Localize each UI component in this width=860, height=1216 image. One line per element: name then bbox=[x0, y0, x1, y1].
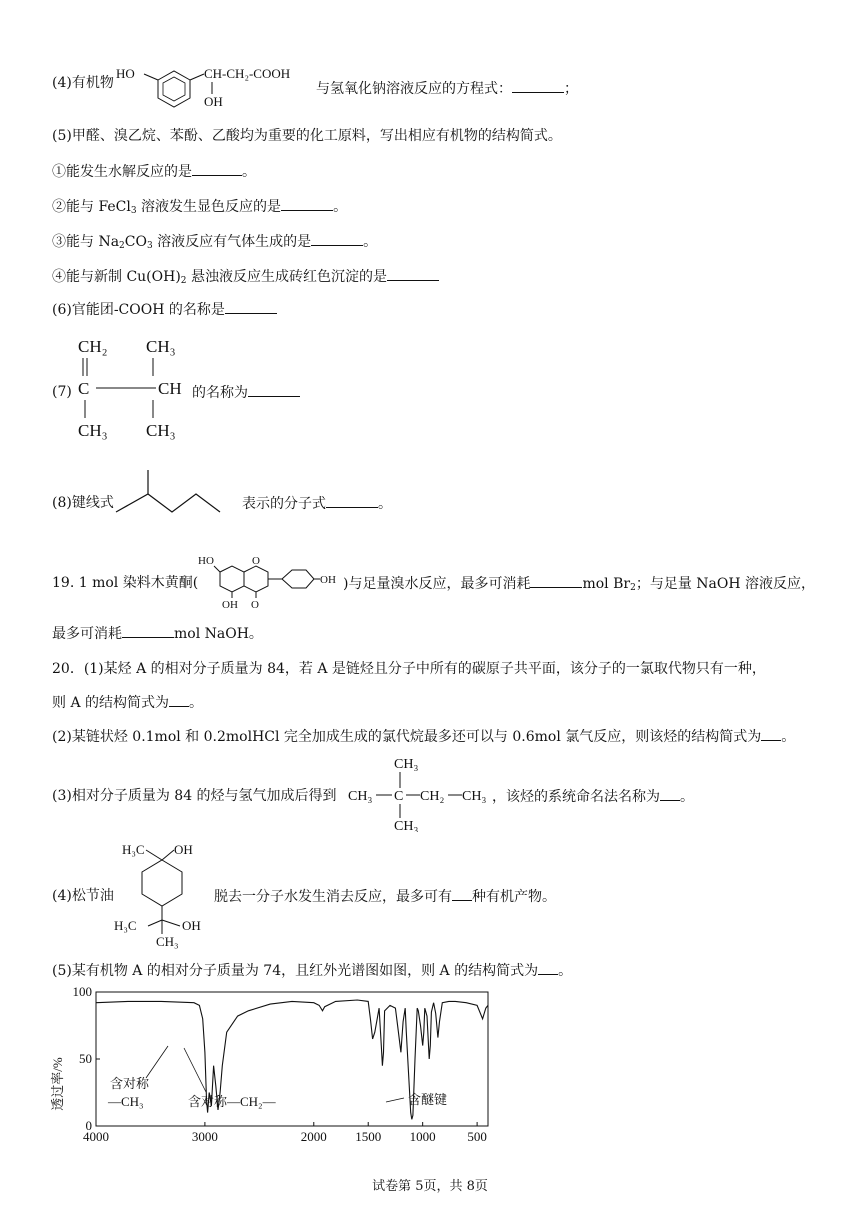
x-tick-label: 4000 bbox=[83, 1129, 109, 1144]
q18-p6-line bbox=[52, 299, 277, 320]
mol-chain-label: CH-CH₂-COOH bbox=[204, 66, 291, 81]
ir-y-axis-label: 透过率/% bbox=[50, 1057, 65, 1111]
mol-left-label: CH₃ bbox=[348, 789, 373, 804]
answer-blank[interactable] bbox=[326, 493, 378, 508]
q18-p8-line bbox=[52, 493, 114, 513]
answer-blank[interactable] bbox=[311, 231, 363, 246]
q18-p5-2-sub: 3 bbox=[130, 206, 137, 216]
q18-p7-rest bbox=[192, 382, 300, 403]
mol-q18-p8-skeletal bbox=[112, 466, 232, 526]
mol-ch3-top-label: CH₃ bbox=[394, 757, 419, 772]
mol-ch3-label: CH₃ bbox=[156, 934, 179, 949]
q18-p8-rest bbox=[242, 493, 392, 514]
q18-p5-1-text: ①能发生水解反应的是 bbox=[52, 164, 192, 180]
q20-p1-line2 bbox=[52, 692, 203, 713]
q20-p2-line bbox=[52, 726, 795, 747]
mol-oh-top-label: OH bbox=[174, 842, 193, 857]
q18-p4-after: 与氢氧化钠溶液反应的方程式： bbox=[316, 81, 512, 97]
q19-line1-c-sub: 2 bbox=[630, 583, 636, 593]
q20-p1-line1 bbox=[52, 659, 766, 679]
mol-oh2-label: OH bbox=[320, 574, 336, 586]
annotation-ch3-line2: —CH₃ bbox=[108, 1094, 144, 1109]
mol-c-label: C bbox=[78, 379, 90, 398]
mol-c-label: C bbox=[394, 789, 404, 804]
q18-p7-after: 的名称为 bbox=[192, 385, 248, 401]
q18-p5-4-sub: 2 bbox=[180, 276, 187, 286]
q18-p8-before: (8)键线式 bbox=[52, 495, 114, 511]
q20-p2-b: 。 bbox=[781, 729, 796, 745]
q20-p4-rest bbox=[214, 886, 556, 907]
mol-ch3-bot-label: CH₃ bbox=[394, 819, 419, 832]
q18-p4-line bbox=[52, 73, 114, 93]
mol-ch3-b-label: CH₃ bbox=[146, 337, 176, 356]
q20-p3-c: 。 bbox=[680, 789, 694, 805]
q19-line1-b: )与足量溴水反应，最多可消耗 bbox=[343, 576, 531, 592]
answer-blank[interactable] bbox=[281, 196, 333, 211]
q20-p3-b: ，该烃的系统命名法名称为 bbox=[492, 789, 660, 805]
mol-ho-label: HO bbox=[116, 66, 135, 81]
answer-blank[interactable] bbox=[225, 299, 277, 314]
q18-p5-1-line bbox=[52, 161, 256, 182]
q18-p5-2-pre: ②能与 FeCl bbox=[52, 199, 131, 215]
mol-q19-genistein bbox=[196, 552, 346, 612]
q18-p4-before: (4)有机物 bbox=[52, 75, 114, 91]
q20-p2-a: (2)某链状烃 0.1mol 和 0.2molHCl 完全加成生成的氯代烷最多还可以与 0.6mol 氯气反应，则该烃的结构简式为 bbox=[52, 729, 762, 745]
answer-blank[interactable] bbox=[512, 78, 564, 93]
answer-blank[interactable] bbox=[387, 266, 439, 281]
q20-p4-b: 脱去一分子水发生消去反应，最多可有 bbox=[214, 889, 452, 905]
q18-p5-3-mid: CO bbox=[124, 234, 147, 250]
q20-p1-line2-b: 。 bbox=[189, 695, 204, 711]
q18-p5-4-pre: ④能与新制 Cu(OH) bbox=[52, 269, 181, 285]
mol-oh1-label: OH bbox=[222, 599, 238, 611]
x-tick-label: 1500 bbox=[355, 1129, 382, 1144]
answer-blank[interactable] bbox=[169, 692, 189, 707]
q20-p4-line bbox=[52, 886, 114, 906]
answer-blank[interactable] bbox=[530, 573, 582, 588]
mol-oh-bot-label: OH bbox=[182, 918, 201, 933]
x-tick-label: 500 bbox=[467, 1129, 487, 1144]
mol-q20-p4 bbox=[112, 838, 222, 950]
q20-p3-rest bbox=[492, 786, 694, 807]
q18-p5-3-end: 。 bbox=[363, 234, 378, 250]
q18-p8-after: 表示的分子式 bbox=[242, 496, 326, 512]
mol-oh-label: OH bbox=[204, 94, 223, 109]
answer-blank[interactable] bbox=[452, 886, 472, 901]
q20-p5-b: 。 bbox=[558, 963, 573, 979]
x-tick-label: 1000 bbox=[409, 1129, 436, 1144]
q18-p5-3-post: 溶液反应有气体生成的是 bbox=[152, 234, 312, 250]
y-tick-label: 50 bbox=[79, 1051, 92, 1066]
mol-h3c-top-label: H₃C bbox=[122, 842, 145, 857]
q19-line1-d: ；与足量 NaOH 溶液反应， bbox=[635, 576, 816, 592]
q18-p5-line bbox=[52, 126, 562, 146]
mol-ch3-c-label: CH₃ bbox=[146, 421, 176, 440]
ir-annotations bbox=[107, 1046, 447, 1109]
ir-spectrum-chart bbox=[46, 984, 496, 1148]
page-footer: 试卷第 5页，共 8页 bbox=[372, 1179, 488, 1194]
q18-p7-label bbox=[52, 382, 72, 402]
q18-p5-2-line bbox=[52, 196, 347, 217]
y-tick-label: 0 bbox=[85, 1118, 92, 1133]
mol-h3c-bot-label: H₃C bbox=[114, 918, 137, 933]
q19-line1-rest bbox=[343, 573, 815, 594]
q18-p5-2-end: 。 bbox=[333, 199, 348, 215]
ir-x-ticks bbox=[83, 1122, 487, 1144]
q20-p5-line bbox=[52, 960, 572, 981]
x-tick-label: 3000 bbox=[191, 1129, 218, 1144]
mol-end-label: CH₃ bbox=[462, 789, 487, 804]
mol-ch-label: CH bbox=[158, 379, 182, 398]
q19-line1-c: mol Br bbox=[582, 576, 631, 592]
q20-p5-a: (5)某有机物 A 的相对分子质量为 74，且红外光谱图如图，则 A 的结构简式为 bbox=[52, 963, 539, 979]
q20-p3-a: (3)相对分子质量为 84 的烃与氢气加成后得到 bbox=[52, 788, 337, 804]
answer-blank[interactable] bbox=[248, 382, 300, 397]
q18-p5-4-line bbox=[52, 266, 439, 287]
q20-p1-line1-text: 20．(1)某烃 A 的相对分子质量为 84，若 A 是链烃且分子中所有的碳原子共平面，该分子的一氯取代物只有一种， bbox=[52, 661, 766, 677]
annotation-ether: 含醚键 bbox=[408, 1092, 448, 1107]
mol-q20-p3 bbox=[346, 754, 502, 832]
q18-p5-3-sub2: 3 bbox=[146, 241, 153, 251]
q18-p5-3-pre: ③能与 Na bbox=[52, 234, 120, 250]
q18-p6-text: (6)官能团-COOH 的名称是 bbox=[52, 302, 225, 318]
q18-p8-end: 。 bbox=[378, 496, 392, 512]
answer-blank[interactable] bbox=[761, 726, 781, 741]
q20-p4-a: (4)松节油 bbox=[52, 888, 114, 904]
y-tick-label: 100 bbox=[72, 984, 92, 999]
answer-blank[interactable] bbox=[538, 960, 558, 975]
q19-line1 bbox=[52, 573, 198, 593]
q19-line2 bbox=[52, 623, 263, 644]
answer-blank[interactable] bbox=[122, 623, 174, 638]
q19-line2-b: mol NaOH。 bbox=[174, 626, 263, 642]
q18-p5-3-sub1: 2 bbox=[119, 241, 125, 251]
q18-p5-2-post: 溶液发生显色反应的是 bbox=[136, 199, 282, 215]
mol-ho1-label: HO bbox=[198, 555, 214, 567]
answer-blank[interactable] bbox=[660, 786, 680, 801]
q18-p7-label-text: (7) bbox=[52, 384, 72, 400]
annotation-ch3-line1: 含对称 bbox=[110, 1076, 150, 1091]
q18-p5-3-line bbox=[52, 231, 377, 252]
mol-o1-label: O bbox=[252, 555, 260, 567]
mol-ch2-label: CH₂ bbox=[78, 337, 108, 356]
q20-p3-line bbox=[52, 786, 337, 806]
q18-p4-end: ； bbox=[564, 81, 578, 97]
q20-p4-c: 种有机产物。 bbox=[472, 889, 556, 905]
q18-p5-4-post: 悬浊液反应生成砖红色沉淀的是 bbox=[186, 269, 387, 285]
q18-p5-1-end: 。 bbox=[242, 164, 256, 180]
q18-p4-rest bbox=[316, 78, 578, 99]
answer-blank[interactable] bbox=[192, 161, 242, 176]
mol-right-label: CH₂ bbox=[420, 789, 445, 804]
x-tick-label: 2000 bbox=[300, 1129, 327, 1144]
q19-line1-a: 19. 1 mol 染料木黄酮( bbox=[52, 575, 199, 591]
mol-q18-p7 bbox=[74, 332, 194, 444]
q19-line2-a: 最多可消耗 bbox=[52, 626, 122, 642]
annotation-ch2: 含对称—CH₂— bbox=[188, 1094, 276, 1109]
mol-ch3-a-label: CH₃ bbox=[78, 421, 108, 440]
mol-o2-label: O bbox=[251, 599, 259, 611]
q18-p5-text: (5)甲醛、溴乙烷、苯酚、乙酸均为重要的化工原料，写出相应有机物的结构简式。 bbox=[52, 128, 562, 144]
mol-q18-p4 bbox=[116, 62, 316, 112]
q20-p1-line2-a: 则 A 的结构简式为 bbox=[52, 695, 170, 711]
